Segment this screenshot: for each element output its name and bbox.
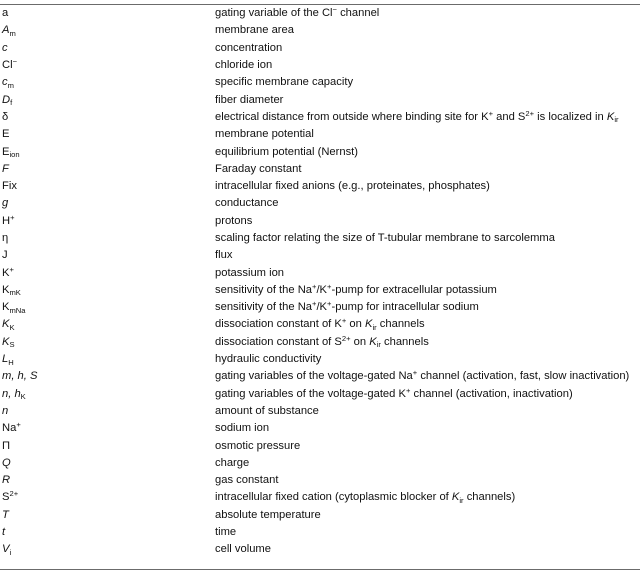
table-row bbox=[0, 437, 640, 454]
cell-text: time bbox=[215, 526, 237, 539]
cell-text: is localized in bbox=[534, 110, 607, 123]
cell-text: gating variables of the voltage-gated K bbox=[215, 387, 406, 400]
description-cell bbox=[215, 420, 640, 437]
table-row bbox=[0, 299, 640, 316]
symbol-cell bbox=[0, 316, 215, 333]
cell-text: gas constant bbox=[215, 474, 279, 487]
symbol-cell bbox=[0, 264, 215, 281]
superscript-text: 2+ bbox=[341, 333, 351, 343]
cell-text: sensitivity of the Na bbox=[215, 301, 313, 314]
cell-text: dissociation constant of K bbox=[215, 318, 342, 331]
cell-text: E bbox=[2, 128, 10, 141]
table-row bbox=[0, 213, 640, 230]
cell-text: intracellular fixed anions (e.g., proteinates, phosphates) bbox=[215, 180, 490, 193]
cell-text: -pump for extracellular potassium bbox=[331, 283, 497, 296]
cell-text: charge bbox=[215, 456, 250, 469]
cell-text: K bbox=[2, 301, 10, 314]
superscript-text: + bbox=[16, 420, 21, 430]
symbol-cell bbox=[0, 40, 215, 57]
cell-text: K bbox=[2, 283, 10, 296]
cell-text: and S bbox=[493, 110, 526, 123]
table-row bbox=[0, 524, 640, 541]
cell-text: t bbox=[2, 526, 6, 539]
cell-text: absolute temperature bbox=[215, 508, 321, 521]
cell-text: gating variables of the voltage-gated Na bbox=[215, 370, 413, 383]
table-row bbox=[0, 74, 640, 91]
cell-text: a bbox=[2, 7, 9, 20]
table-row bbox=[0, 22, 640, 39]
cell-text: F bbox=[2, 162, 9, 175]
description-cell bbox=[215, 334, 640, 351]
symbol-cell bbox=[0, 109, 215, 126]
cell-text: chloride ion bbox=[215, 59, 273, 72]
description-cell bbox=[215, 264, 640, 281]
cell-text: -pump for intracellular sodium bbox=[331, 301, 479, 314]
cell-text: D bbox=[2, 93, 11, 106]
cell-text: Π bbox=[2, 439, 11, 452]
subscript-text: ir bbox=[459, 495, 464, 505]
symbol-cell bbox=[0, 386, 215, 403]
table-row bbox=[0, 351, 640, 368]
subscript-text: i bbox=[9, 547, 12, 557]
cell-text: concentration bbox=[215, 41, 283, 54]
cell-text: electrical distance from outside where binding site for K bbox=[215, 110, 489, 123]
symbol-cell bbox=[0, 57, 215, 74]
superscript-text: + bbox=[341, 316, 347, 326]
description-cell bbox=[215, 247, 640, 264]
table-row bbox=[0, 161, 640, 178]
description-cell bbox=[215, 403, 640, 420]
cell-text: gating variable of the Cl bbox=[215, 7, 333, 20]
superscript-text: − bbox=[332, 5, 337, 15]
table-row bbox=[0, 316, 640, 333]
description-cell bbox=[215, 22, 640, 39]
symbol-cell bbox=[0, 213, 215, 230]
description-cell bbox=[215, 213, 640, 230]
cell-text: membrane area bbox=[215, 24, 294, 37]
symbol-cell bbox=[0, 437, 215, 454]
cell-text: channel bbox=[336, 7, 380, 20]
cell-text: intracellular fixed cation (cytoplasmic blocker of bbox=[215, 491, 452, 504]
cell-text: scaling factor relating the size of T-tubular membrane to sarcolemma bbox=[215, 232, 555, 244]
subscript-text: mK bbox=[9, 288, 21, 298]
subscript-text: K bbox=[9, 322, 15, 332]
cell-text: amount of substance bbox=[215, 404, 319, 417]
description-cell bbox=[215, 489, 640, 506]
cell-text: K bbox=[2, 266, 10, 279]
cell-text: specific membrane capacity bbox=[215, 76, 354, 89]
cell-text: channel (activation, inactivation) bbox=[410, 387, 573, 400]
description-cell bbox=[215, 472, 640, 489]
superscript-text: + bbox=[312, 299, 317, 309]
table-row bbox=[0, 143, 640, 160]
cell-text: Faraday constant bbox=[215, 162, 302, 175]
table-row bbox=[0, 403, 640, 420]
cell-text: cell volume bbox=[215, 543, 271, 556]
symbol-cell bbox=[0, 368, 215, 385]
superscript-text: + bbox=[312, 281, 317, 291]
symbol-cell bbox=[0, 143, 215, 160]
description-cell bbox=[215, 40, 640, 57]
table-row bbox=[0, 126, 640, 143]
table-row bbox=[0, 230, 640, 247]
description-cell bbox=[215, 351, 640, 368]
superscript-text: + bbox=[488, 108, 494, 118]
subscript-text: K bbox=[20, 392, 26, 402]
cell-text: channels bbox=[376, 318, 425, 331]
description-cell bbox=[215, 316, 640, 333]
table-row bbox=[0, 247, 640, 264]
table-bottom-rule bbox=[0, 569, 640, 570]
cell-text: sensitivity of the Na bbox=[215, 283, 313, 296]
cell-text: equilibrium potential (Nernst) bbox=[215, 145, 359, 158]
subscript-text: ir bbox=[376, 340, 381, 350]
cell-text: Q bbox=[2, 456, 11, 469]
symbol-cell bbox=[0, 524, 215, 541]
table-row bbox=[0, 386, 640, 403]
description-cell bbox=[215, 5, 640, 22]
cell-text: T bbox=[2, 508, 9, 521]
subscript-text: ir bbox=[372, 322, 377, 332]
symbol-cell bbox=[0, 472, 215, 489]
description-cell bbox=[215, 195, 640, 212]
cell-text: K bbox=[2, 318, 10, 331]
cell-text: flux bbox=[215, 249, 233, 262]
symbol-cell bbox=[0, 230, 215, 247]
symbol-cell bbox=[0, 5, 215, 22]
symbol-cell bbox=[0, 541, 215, 558]
description-cell bbox=[215, 282, 640, 299]
cell-text: protons bbox=[215, 214, 253, 227]
description-cell bbox=[215, 91, 640, 108]
description-cell bbox=[215, 541, 640, 558]
cell-text: n bbox=[2, 404, 9, 417]
description-cell bbox=[215, 126, 640, 143]
table-row bbox=[0, 282, 640, 299]
cell-text: /K bbox=[316, 301, 328, 314]
cell-text: K bbox=[451, 491, 460, 504]
cell-text: A bbox=[2, 24, 10, 37]
description-cell bbox=[215, 230, 640, 247]
table-row bbox=[0, 455, 640, 472]
cell-text: δ bbox=[2, 110, 9, 123]
symbol-cell bbox=[0, 282, 215, 299]
table-row bbox=[0, 109, 640, 126]
table-row bbox=[0, 541, 640, 558]
symbol-cell bbox=[0, 351, 215, 368]
cell-text: hydraulic conductivity bbox=[215, 353, 322, 366]
subscript-text: f bbox=[10, 98, 13, 108]
table-row bbox=[0, 178, 640, 195]
table-row bbox=[0, 507, 640, 524]
description-cell bbox=[215, 368, 640, 385]
subscript-text: m bbox=[9, 28, 16, 38]
superscript-text: + bbox=[327, 281, 332, 291]
symbol-cell bbox=[0, 178, 215, 195]
cell-text: g bbox=[2, 197, 9, 210]
symbol-cell bbox=[0, 22, 215, 39]
cell-text: m, h, S bbox=[2, 370, 38, 383]
symbol-cell bbox=[0, 507, 215, 524]
superscript-text: + bbox=[405, 385, 411, 395]
subscript-text: ir bbox=[614, 115, 619, 125]
table-row bbox=[0, 368, 640, 385]
superscript-text: + bbox=[9, 264, 14, 274]
cell-text: /K bbox=[316, 283, 328, 296]
table-row bbox=[0, 489, 640, 506]
description-cell bbox=[215, 386, 640, 403]
table-row bbox=[0, 472, 640, 489]
superscript-text: 2+ bbox=[525, 108, 535, 118]
table-body bbox=[0, 5, 640, 559]
table-row bbox=[0, 5, 640, 22]
symbol-cell bbox=[0, 126, 215, 143]
cell-text: channels) bbox=[463, 491, 516, 504]
cell-text: L bbox=[2, 353, 9, 366]
cell-text: conductance bbox=[215, 197, 279, 210]
description-cell bbox=[215, 524, 640, 541]
cell-text: K bbox=[364, 318, 373, 331]
cell-text: channel (activation, fast, slow inactivation) bbox=[417, 370, 630, 383]
table-row bbox=[0, 40, 640, 57]
cell-text: on bbox=[350, 335, 370, 348]
symbol-cell bbox=[0, 161, 215, 178]
subscript-text: m bbox=[7, 80, 14, 90]
cell-text: K bbox=[2, 335, 10, 348]
cell-text: channels bbox=[380, 335, 429, 348]
description-cell bbox=[215, 74, 640, 91]
subscript-text: H bbox=[8, 357, 14, 367]
description-cell bbox=[215, 161, 640, 178]
cell-text: Cl bbox=[2, 59, 13, 72]
symbol-cell bbox=[0, 334, 215, 351]
description-cell bbox=[215, 437, 640, 454]
description-cell bbox=[215, 57, 640, 74]
cell-text: osmotic pressure bbox=[215, 439, 301, 452]
cell-text: dissociation constant of S bbox=[215, 335, 342, 348]
cell-text: K bbox=[606, 110, 615, 123]
table-row bbox=[0, 195, 640, 212]
subscript-text: mNa bbox=[9, 305, 26, 315]
description-cell bbox=[215, 299, 640, 316]
symbol-cell bbox=[0, 299, 215, 316]
cell-text: H bbox=[2, 214, 11, 227]
cell-text: S bbox=[2, 491, 10, 504]
table-row bbox=[0, 57, 640, 74]
cell-text: c bbox=[2, 41, 8, 54]
superscript-text: + bbox=[412, 368, 418, 378]
cell-text: E bbox=[2, 145, 10, 158]
symbol-cell bbox=[0, 489, 215, 506]
superscript-text: + bbox=[10, 212, 15, 222]
cell-text: sodium ion bbox=[215, 422, 270, 435]
description-cell bbox=[215, 178, 640, 195]
symbol-cell bbox=[0, 403, 215, 420]
cell-text: η bbox=[2, 232, 9, 244]
superscript-text: − bbox=[12, 57, 18, 67]
cell-text: J bbox=[2, 249, 8, 262]
cell-text: Fix bbox=[2, 180, 17, 193]
table-row bbox=[0, 334, 640, 351]
cell-text: Na bbox=[2, 422, 17, 435]
symbol-cell bbox=[0, 91, 215, 108]
superscript-text: + bbox=[327, 299, 332, 309]
subscript-text: S bbox=[9, 340, 15, 350]
description-cell bbox=[215, 109, 640, 126]
cell-text: n, h bbox=[2, 387, 21, 400]
table-row bbox=[0, 264, 640, 281]
description-cell bbox=[215, 143, 640, 160]
cell-text: fiber diameter bbox=[215, 93, 284, 106]
superscript-text: 2+ bbox=[9, 489, 19, 499]
cell-text: on bbox=[346, 318, 365, 331]
cell-text: V bbox=[2, 543, 10, 556]
table-row bbox=[0, 420, 640, 437]
symbol-definition-table bbox=[0, 5, 640, 559]
symbol-cell bbox=[0, 455, 215, 472]
cell-text: potassium ion bbox=[215, 266, 285, 279]
cell-text: K bbox=[369, 335, 377, 348]
table-row bbox=[0, 91, 640, 108]
symbol-cell bbox=[0, 420, 215, 437]
symbol-cell bbox=[0, 247, 215, 264]
cell-text: membrane potential bbox=[215, 128, 314, 141]
symbol-cell bbox=[0, 195, 215, 212]
subscript-text: ion bbox=[9, 150, 20, 160]
description-cell bbox=[215, 455, 640, 472]
symbol-cell bbox=[0, 74, 215, 91]
cell-text: c bbox=[2, 76, 8, 89]
cell-text: R bbox=[2, 474, 11, 487]
description-cell bbox=[215, 507, 640, 524]
